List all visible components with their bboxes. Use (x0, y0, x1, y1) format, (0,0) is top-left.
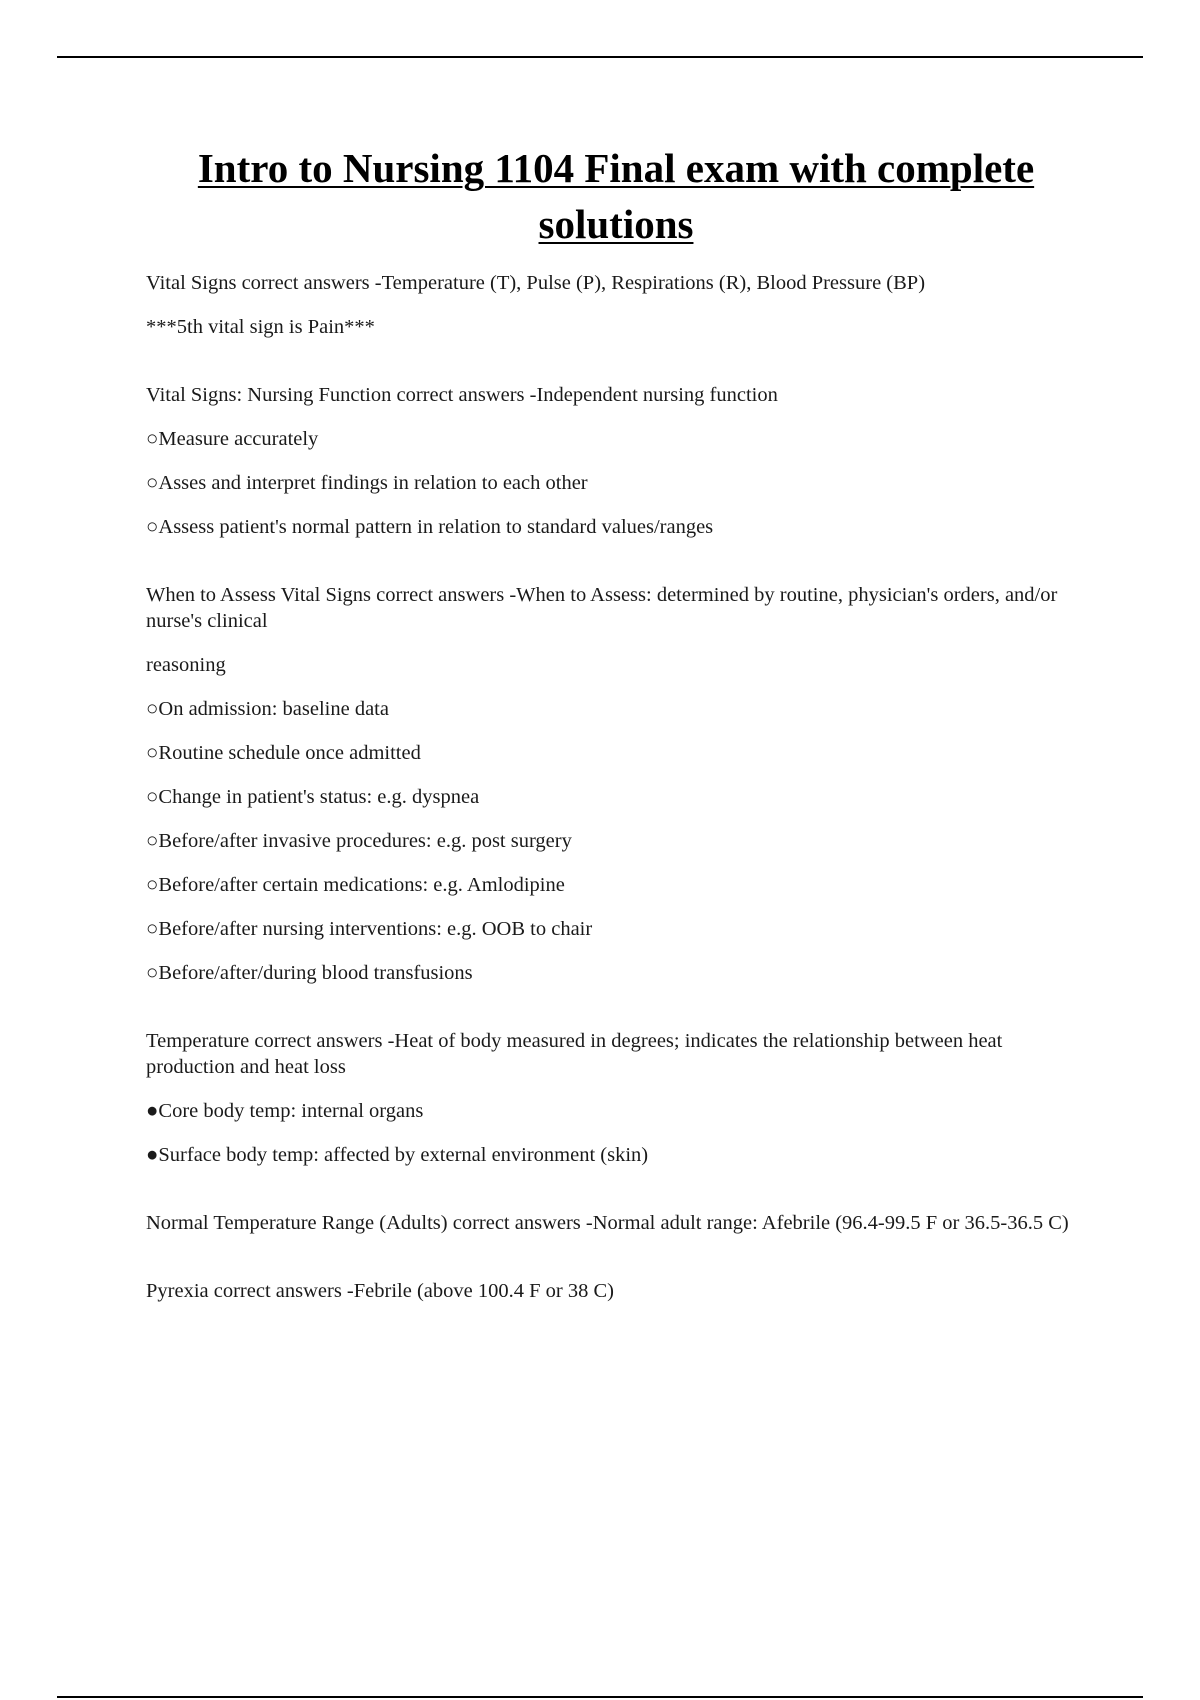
bullet-text: Before/after invasive procedures: e.g. post surgery (158, 830, 572, 852)
hollow-bullet-icon: ○ (146, 874, 159, 896)
hollow-bullet-icon: ○ (146, 830, 159, 852)
document-page (146, 140, 1086, 1304)
qa-section (146, 1028, 1086, 1168)
hollow-bullet-icon: ○ (146, 742, 159, 764)
bullet-item (146, 696, 1086, 722)
question-answer-text: Temperature correct answers -Heat of body measured in degrees; indicates the relationship between heat production and heat loss (146, 1030, 1003, 1078)
qa-section (146, 582, 1086, 986)
bullet-item (146, 1142, 1086, 1168)
question-answer-text: Pyrexia correct answers -Febrile (above 100.4 F or 38 C) (146, 1280, 614, 1302)
bullet-item (146, 514, 1086, 540)
filled-bullet-icon: ● (146, 1144, 159, 1166)
hollow-bullet-icon: ○ (146, 962, 159, 984)
title-line-2: solutions (538, 201, 694, 247)
hollow-bullet-icon: ○ (146, 516, 159, 538)
bullet-text: Surface body temp: affected by external environment (skin) (158, 1144, 649, 1166)
bullet-text: Measure accurately (158, 428, 319, 450)
hollow-bullet-icon: ○ (146, 472, 159, 494)
hollow-bullet-icon: ○ (146, 918, 159, 940)
bottom-rule (57, 1696, 1143, 1698)
paragraph-text: reasoning (146, 654, 226, 676)
qa-section (146, 382, 1086, 540)
question-answer-text: Vital Signs correct answers -Temperature (T), Pulse (P), Respirations (R), Blood Pressure (BP) (146, 272, 926, 294)
hollow-bullet-icon: ○ (146, 428, 159, 450)
bullet-text: Core body temp: internal organs (158, 1100, 424, 1122)
question-answer-text: Vital Signs: Nursing Function correct answers -Independent nursing function (146, 384, 778, 406)
question-answer-text: Normal Temperature Range (Adults) correct answers -Normal adult range: Afebrile (96.4-99.5 F or 36.5-36.5 C) (146, 1212, 1069, 1234)
bullet-text: On admission: baseline data (158, 698, 389, 720)
bullet-text: Change in patient's status: e.g. dyspnea (158, 786, 480, 808)
bullet-text: Before/after/during blood transfusions (158, 962, 473, 984)
qa-section (146, 1278, 1086, 1304)
filled-bullet-icon: ● (146, 1100, 159, 1122)
bullet-text: Asses and interpret findings in relation to each other (158, 472, 588, 494)
qa-section (146, 270, 1086, 340)
bullet-item (146, 470, 1086, 496)
hollow-bullet-icon: ○ (146, 786, 159, 808)
bullet-item (146, 916, 1086, 942)
bullet-item (146, 740, 1086, 766)
bullet-text: Routine schedule once admitted (158, 742, 421, 764)
title-line-1: Intro to Nursing 1104 Final exam with complete (197, 145, 1035, 191)
bullet-item (146, 426, 1086, 452)
document-body (146, 270, 1086, 1304)
bullet-item (146, 828, 1086, 854)
bullet-text: Before/after nursing interventions: e.g. OOB to chair (158, 918, 593, 940)
bullet-item (146, 872, 1086, 898)
document-title (146, 140, 1086, 252)
bullet-text: Before/after certain medications: e.g. Amlodipine (158, 874, 565, 896)
top-rule (57, 56, 1143, 58)
paragraph-text: ***5th vital sign is Pain*** (146, 316, 375, 338)
bullet-item (146, 960, 1086, 986)
bullet-text: Assess patient's normal pattern in relation to standard values/ranges (158, 516, 714, 538)
qa-section (146, 1210, 1086, 1236)
question-answer-text: When to Assess Vital Signs correct answers -When to Assess: determined by routine, physician's orders, and/or nurse's clinical (146, 584, 1058, 632)
hollow-bullet-icon: ○ (146, 698, 159, 720)
bullet-item (146, 1098, 1086, 1124)
bullet-item (146, 784, 1086, 810)
